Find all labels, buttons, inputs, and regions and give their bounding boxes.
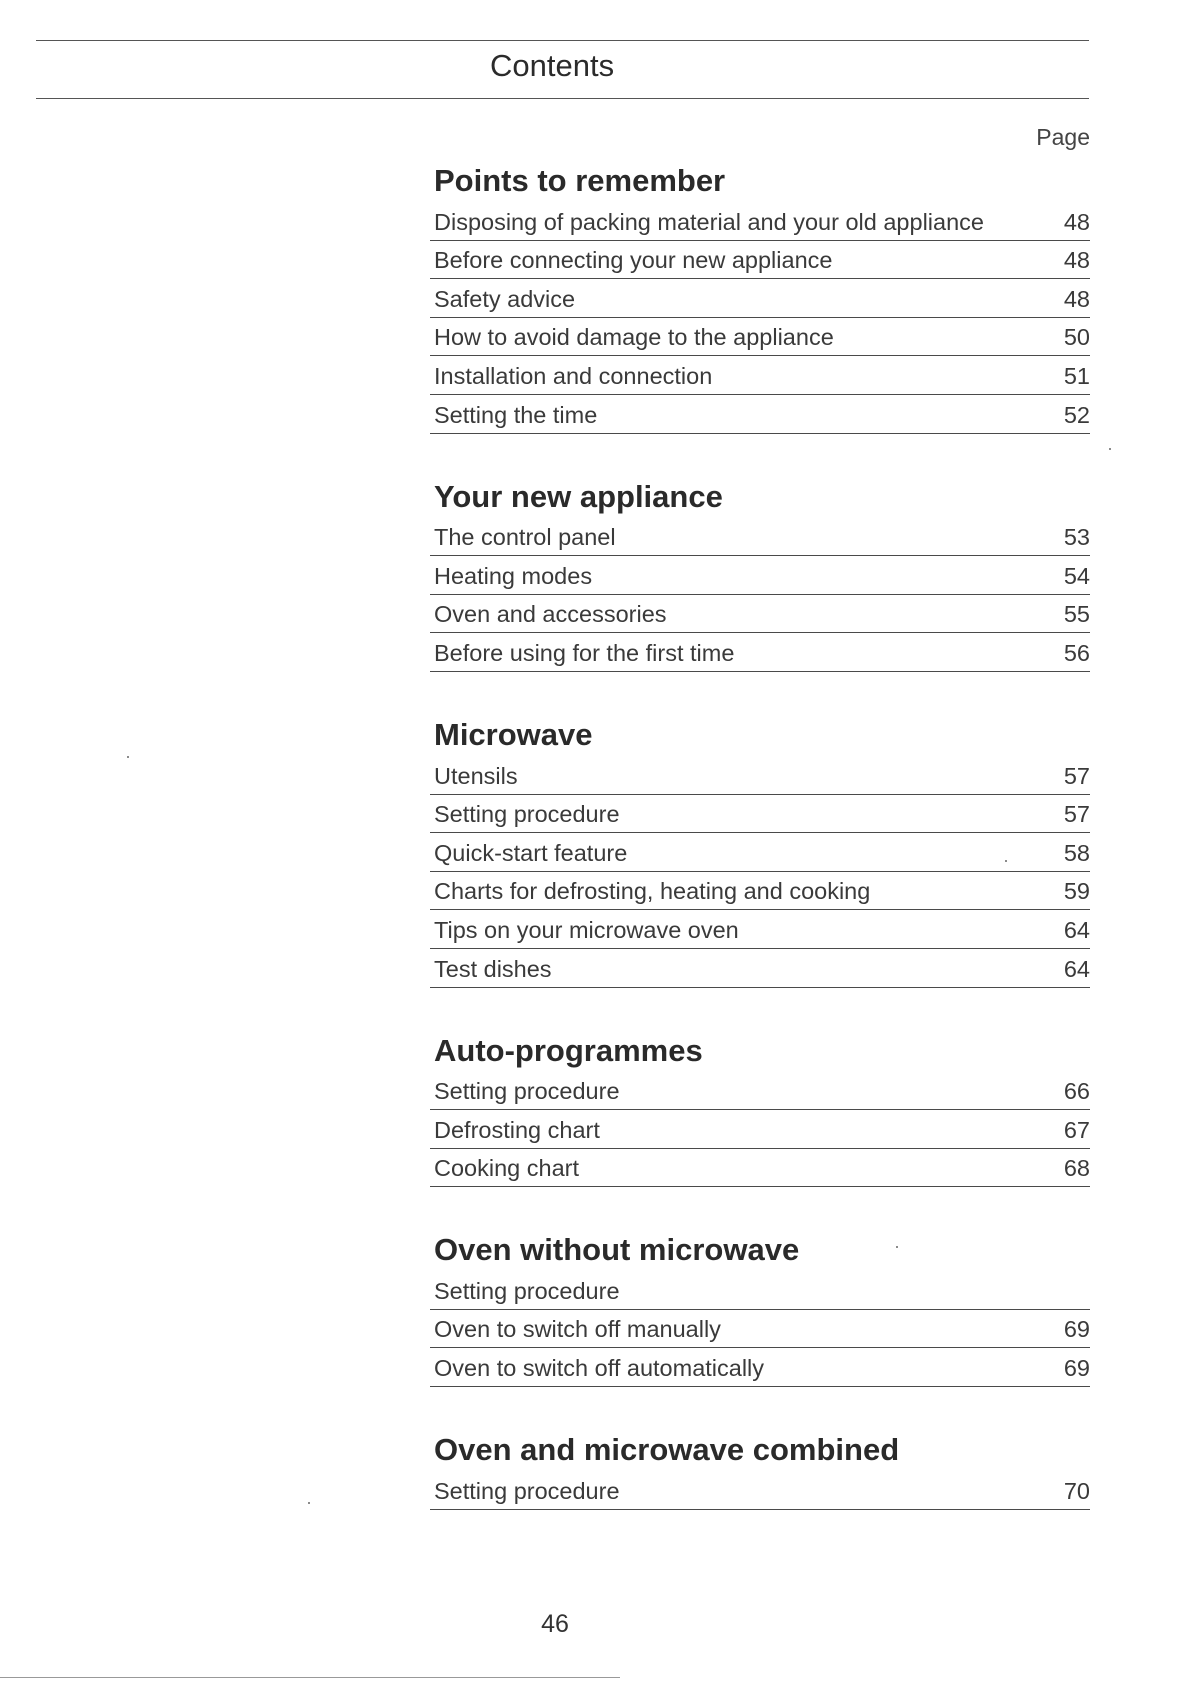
scan-speck [1005,860,1007,862]
table-of-contents [430,160,1090,1510]
entry-label: Setting procedure [434,1277,620,1304]
toc-section [430,476,1090,672]
section-title: Microwave [434,716,593,752]
toc-entry[interactable] [430,595,1090,634]
entry-page: 56 [1063,639,1090,666]
entry-label: Safety advice [434,285,576,312]
entry-page: 52 [1063,401,1090,428]
entry-label: Setting the time [434,401,598,428]
entry-page: 53 [1063,524,1090,551]
scan-speck [896,1246,898,1248]
entry-label: Test dishes [434,955,552,982]
toc-entry[interactable] [430,395,1090,434]
entry-label: Setting procedure [434,1078,620,1105]
entry-label: How to avoid damage to the appliance [434,324,834,351]
footer-rule [0,1677,620,1678]
entry-page: 57 [1063,762,1090,789]
scan-speck [308,1502,310,1504]
section-title: Oven without microwave [434,1232,800,1268]
entry-page: 48 [1063,208,1090,235]
toc-entry[interactable] [430,833,1090,872]
entry-label: Before using for the first time [434,639,735,666]
section-title: Oven and microwave combined [434,1432,900,1468]
toc-section [430,1030,1090,1188]
entry-page: 66 [1063,1078,1090,1105]
entry-label: Tips on your microwave oven [434,916,739,943]
entry-page: 67 [1063,1116,1090,1143]
section-title: Auto-programmes [434,1032,703,1068]
entry-page: 58 [1063,839,1090,866]
entry-page: 57 [1063,801,1090,828]
toc-entry[interactable] [430,202,1090,241]
entry-label: Oven and accessories [434,601,667,628]
toc-entry[interactable] [430,1110,1090,1149]
toc-entry[interactable] [430,633,1090,672]
toc-entry[interactable] [430,795,1090,834]
entry-page: 69 [1063,1316,1090,1343]
entry-label: Defrosting chart [434,1116,600,1143]
toc-entry[interactable] [430,556,1090,595]
toc-entry[interactable] [430,518,1090,557]
entry-label: Installation and connection [434,362,713,389]
entry-label: Quick-start feature [434,839,628,866]
footer-page-number: 46 [541,1610,569,1638]
entry-page: 64 [1063,955,1090,982]
entry-page: 48 [1063,285,1090,312]
toc-section [430,1229,1090,1387]
page-title: Contents [490,48,615,83]
entry-label: The control panel [434,524,616,551]
entry-page: 69 [1063,1355,1090,1382]
toc-entry[interactable] [430,872,1090,911]
toc-entry[interactable] [430,279,1090,318]
page-column-label: Page [1036,124,1090,150]
entry-label: Utensils [434,762,518,789]
entry-page: 59 [1063,878,1090,905]
entry-page: 68 [1063,1155,1090,1182]
toc-entry[interactable] [430,1348,1090,1387]
toc-entry[interactable] [430,1471,1090,1510]
toc-entry[interactable] [430,356,1090,395]
toc-entry[interactable] [430,949,1090,988]
entry-label: Cooking chart [434,1155,579,1182]
entry-label: Disposing of packing material and your old appliance [434,208,984,235]
toc-section [430,160,1090,434]
scan-speck [1109,448,1111,450]
toc-entry[interactable] [430,318,1090,357]
entry-page: 51 [1063,362,1090,389]
entry-label: Charts for defrosting, heating and cooking [434,878,871,905]
section-title: Points to remember [434,163,726,198]
entry-page: 70 [1063,1477,1090,1504]
toc-entry[interactable] [430,910,1090,949]
entry-label: Setting procedure [434,1477,620,1504]
toc-entry[interactable] [430,756,1090,795]
toc-section [430,714,1090,988]
toc-entry[interactable] [430,1271,1090,1310]
toc-entry[interactable] [430,1310,1090,1349]
section-title: Your new appliance [434,478,723,514]
header-top-rule [36,40,1089,41]
entry-page: 54 [1063,562,1090,589]
entry-page: 64 [1063,916,1090,943]
entry-label: Heating modes [434,562,593,589]
toc-entry[interactable] [430,1072,1090,1111]
entry-page: 55 [1063,601,1090,628]
entry-page: 50 [1063,324,1090,351]
entry-label: Setting procedure [434,801,620,828]
scan-speck [127,756,129,758]
entry-label: Before connecting your new appliance [434,247,833,274]
entry-page: 48 [1063,247,1090,274]
header-bottom-rule [36,98,1089,99]
toc-entry[interactable] [430,1149,1090,1188]
entry-label: Oven to switch off automatically [434,1355,765,1382]
toc-entry[interactable] [430,241,1090,280]
toc-section [430,1429,1090,1510]
entry-label: Oven to switch off manually [434,1316,721,1343]
